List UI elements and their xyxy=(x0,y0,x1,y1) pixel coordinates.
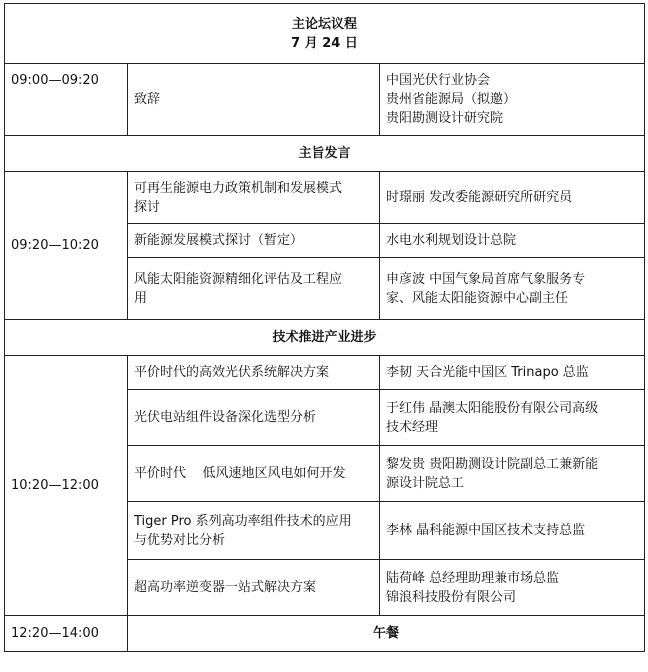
keynote-time: 09:20—10:20 xyxy=(5,172,128,320)
lunch-row xyxy=(5,616,645,652)
tech-section-row xyxy=(5,320,645,356)
keynote-speaker xyxy=(380,172,645,224)
speaker-line: 申彦波 中国气象局首席气象服务专 xyxy=(386,271,586,287)
keynote-topic xyxy=(128,172,380,224)
keynote-topic xyxy=(128,258,380,320)
speaker-line: 家、风能太阳能资源中心副主任 xyxy=(386,290,569,306)
topic-line: 与优势对比分析 xyxy=(134,532,226,548)
speaker-line: 陆荷峰 总经理助理兼市场总监 xyxy=(386,570,560,586)
topic-line: 平价时代 低风速地区风电如何开发 xyxy=(134,466,346,481)
speaker-line: 水电水利规划设计总院 xyxy=(386,233,517,248)
agenda-header xyxy=(5,4,645,64)
speaker-line: 贵州省能源局（拟邀） xyxy=(386,92,517,107)
speaker-line: 黎发贵 贵阳勘测设计院副总工兼新能 xyxy=(386,456,599,472)
speaker-line: 于红伟 晶澳太阳能股份有限公司高级 xyxy=(386,400,599,416)
lunch-time: 12:20—14:00 xyxy=(5,616,128,652)
topic-line: 平价时代的高效光伏系统解决方案 xyxy=(134,365,330,380)
keynote-section-row xyxy=(5,136,645,172)
speaker-line: 中国光伏行业协会 xyxy=(386,73,491,88)
tech-topic xyxy=(128,560,380,616)
tech-speaker xyxy=(380,560,645,616)
tech-topic xyxy=(128,390,380,446)
topic-line: 超高功率逆变器一站式解决方案 xyxy=(134,580,317,595)
opening-row xyxy=(5,64,645,136)
speaker-line: 技术经理 xyxy=(386,419,439,435)
tech-topic xyxy=(128,502,380,560)
opening-time: 09:00—09:20 xyxy=(5,64,128,136)
keynote-topic xyxy=(128,224,380,258)
speaker-line: 李韧 天合光能中国区 Trinapo 总监 xyxy=(386,365,589,380)
agenda-date: 7 月 24 日 xyxy=(291,35,358,51)
speaker-line: 李林 晶科能源中国区技术支持总监 xyxy=(386,523,586,538)
topic-line: 探讨 xyxy=(134,199,161,215)
opening-topic: 致辞 xyxy=(128,64,380,136)
tech-topic xyxy=(128,356,380,390)
tech-section-title: 技术推进产业进步 xyxy=(5,320,645,356)
topic-line: 新能源发展模式探讨（暂定） xyxy=(134,233,304,248)
topic-line: 光伏电站组件设备深化选型分析 xyxy=(134,410,317,425)
agenda-header-row xyxy=(5,4,645,64)
tech-speaker xyxy=(380,502,645,560)
keynote-row xyxy=(5,172,645,224)
keynote-speaker xyxy=(380,224,645,258)
tech-speaker xyxy=(380,390,645,446)
topic-line: 可再生能源电力政策机制和发展模式 xyxy=(134,180,343,196)
keynote-section-title: 主旨发言 xyxy=(5,136,645,172)
speaker-line: 源设计院总工 xyxy=(386,475,465,491)
lunch-label: 午餐 xyxy=(128,616,645,652)
speaker-line: 贵阳勘测设计研究院 xyxy=(386,111,504,126)
tech-time: 10:20—12:00 xyxy=(5,356,128,616)
tech-topic xyxy=(128,446,380,502)
tech-speaker xyxy=(380,446,645,502)
speaker-line: 锦浪科技股份有限公司 xyxy=(386,589,517,605)
opening-speakers xyxy=(380,64,645,136)
tech-speaker xyxy=(380,356,645,390)
topic-line: 风能太阳能资源精细化评估及工程应 xyxy=(134,271,343,287)
agenda-table xyxy=(4,3,645,652)
speaker-line: 时璟丽 发改委能源研究所研究员 xyxy=(386,190,573,205)
keynote-speaker xyxy=(380,258,645,320)
topic-line: 用 xyxy=(134,290,148,306)
agenda-title: 主论坛议程 xyxy=(292,16,358,32)
tech-row xyxy=(5,356,645,390)
topic-line: Tiger Pro 系列高功率组件技术的应用 xyxy=(134,513,352,529)
